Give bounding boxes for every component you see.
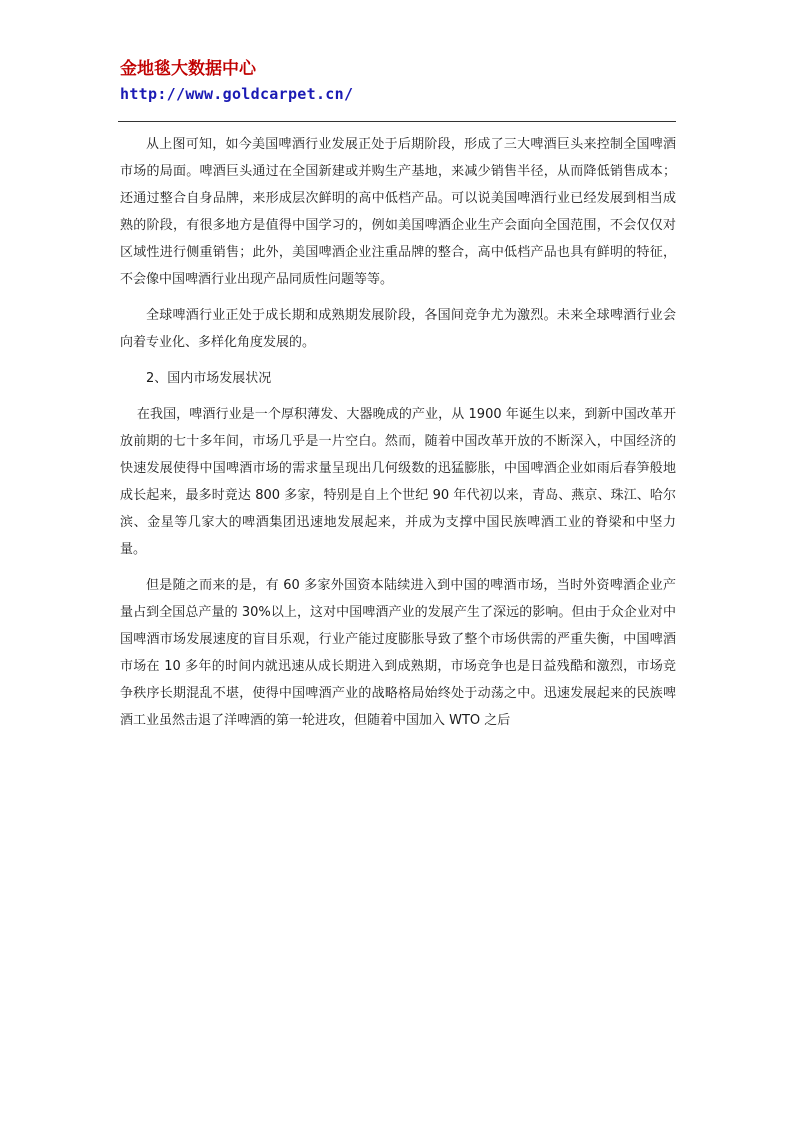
paragraph-global-beer-industry: 全球啤酒行业正处于成长期和成熟期发展阶段，各国间竞争尤为激烈。未来全球啤酒行业会向着专业化、多样化角度发展的。 xyxy=(120,308,676,350)
paragraph-foreign-capital: 但是随之而来的是，有 60 多家外国资本陆续进入到中国的啤酒市场，当时外资啤酒企业产量占到全国总产量的 30%以上，这对中国啤酒产业的发展产生了深远的影响。但由于众企业对中国啤酒市场发展速度的盲目乐观，行业产能过度膨胀导致了整个市场供需的严重失衡，中国啤酒市场在 10 多年的时间内就迅速从成长期进入到成熟期，市场竞争也是日益残酷和激烈，市场竞争秩序长期混乱不堪，使得中国啤酒产业的战略格局始终处于动荡之中。迅速发展起来的民族啤酒工业虽然击退了洋啤酒的第一轮进攻，但随着中国加入 WTO 之后 xyxy=(120,578,676,728)
site-url-link[interactable]: http://www.goldcarpet.cn/ xyxy=(120,85,354,103)
document-body xyxy=(120,131,676,734)
paragraph-us-beer-industry: 从上图可知，如今美国啤酒行业发展正处于后期阶段，形成了三大啤酒巨头来控制全国啤酒市场的局面。啤酒巨头通过在全国新建或并购生产基地，来减少销售半径，从而降低销售成本；还通过整合自身品牌，来形成层次鲜明的高中低档产品。可以说美国啤酒行业已经发展到相当成熟的阶段，有很多地方是值得中国学习的，例如美国啤酒企业生产会面向全国范围，不会仅仅对区域性进行侧重销售；此外，美国啤酒企业注重品牌的整合，高中低档产品也具有鲜明的特征，不会像中国啤酒行业出现产品同质性问题等等。 xyxy=(120,137,676,287)
document-header xyxy=(120,58,680,104)
paragraph-china-beer-history: 在我国，啤酒行业是一个厚积薄发、大器晚成的产业，从 1900 年诞生以来，到新中国改革开放前期的七十多年间，市场几乎是一片空白。然而，随着中国改革开放的不断深入，中国经济的快速发展使得中国啤酒市场的需求量呈现出几何级数的迅猛膨胀，中国啤酒企业如雨后春笋般地成长起来，最多时竟达 800 多家，特别是自上个世纪 90 年代初以来，青岛、燕京、珠江、哈尔滨、金星等几家大的啤酒集团迅速地发展起来，并成为支撑中国民族啤酒工业的脊梁和中坚力量。 xyxy=(120,407,676,557)
section-heading-domestic-market: 2、国内市场发展状况 xyxy=(146,371,272,386)
header-divider xyxy=(118,121,676,122)
site-title: 金地毯大数据中心 xyxy=(120,59,256,79)
